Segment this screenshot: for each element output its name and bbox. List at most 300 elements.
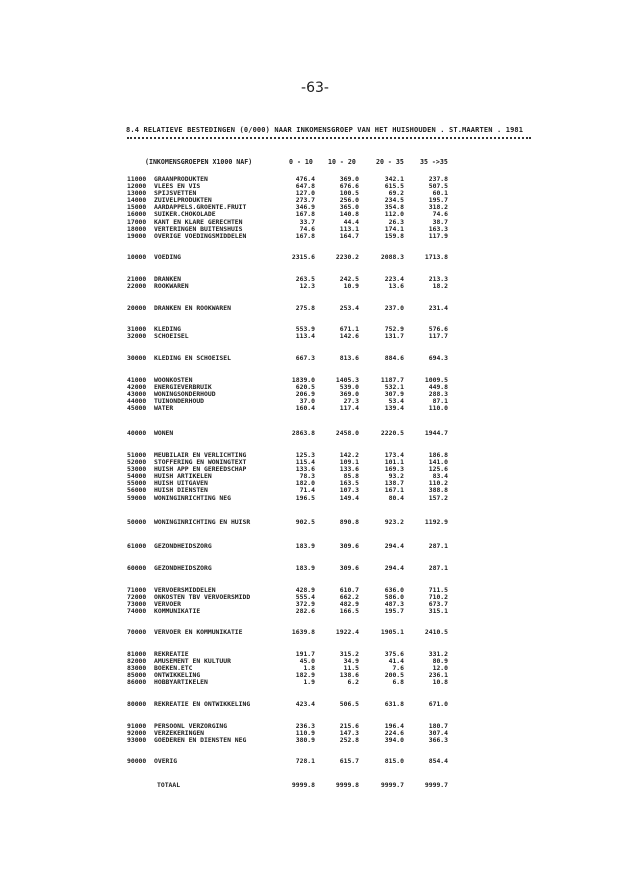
table-group (0, 377, 630, 412)
table-group (0, 276, 630, 290)
value-20-35: 884.6 (384, 354, 404, 362)
value-35-plus: 287.1 (428, 542, 448, 550)
value-0-10: 183.9 (295, 542, 315, 550)
row-code: 53000 (127, 465, 147, 474)
table-group (0, 452, 630, 502)
row-code: 41000 (127, 376, 147, 384)
value-20-35: 923.2 (384, 518, 404, 526)
row-label: AARDAPPELS.GROENTE.FRUIT (154, 203, 247, 212)
value-0-10: 263.5 (295, 275, 315, 283)
value-20-35: 223.4 (384, 275, 404, 283)
header-col-10-20: 10 - 20 (328, 158, 356, 166)
value-0-10: 273.7 (295, 196, 315, 205)
value-10-20: 890.8 (339, 518, 359, 526)
table-row (0, 430, 630, 437)
table-row (0, 594, 630, 601)
value-20-35: 138.7 (384, 479, 404, 488)
row-code: 52000 (127, 458, 147, 467)
value-20-35: 375.6 (384, 650, 404, 658)
value-0-10: 133.6 (295, 465, 315, 474)
value-20-35: 93.2 (388, 472, 404, 481)
value-35-plus: 288.3 (428, 390, 448, 399)
row-code: 93000 (127, 736, 147, 745)
value-10-20: 163.5 (339, 479, 359, 488)
value-0-10: 555.4 (295, 593, 315, 602)
header-col-0-10: 0 - 10 (289, 158, 313, 166)
row-code: 55000 (127, 479, 147, 488)
table-row (0, 543, 630, 550)
value-0-10: 423.4 (295, 700, 315, 708)
table-row (0, 211, 630, 218)
value-0-10: 12.3 (299, 282, 315, 291)
value-0-10: 78.3 (299, 472, 315, 481)
row-label: ZUIVELPRODUKTEN (154, 196, 212, 205)
row-code: 21000 (127, 275, 147, 283)
row-label: VERVOERSMIDDELEN (154, 586, 216, 594)
value-35-plus: 331.2 (428, 650, 448, 658)
value-20-35: 752.9 (384, 325, 404, 333)
value-0-10: 182.0 (295, 479, 315, 488)
row-label: HUISH UITGAVEN (154, 479, 208, 488)
row-label: VERVOER EN KOMMUNIKATIE (154, 628, 243, 636)
value-0-10: 275.8 (295, 304, 315, 312)
value-10-20: 813.6 (339, 354, 359, 362)
row-label: GEZONDHEIDSZORG (154, 564, 212, 572)
value-10-20: 1405.3 (335, 376, 359, 384)
value-35-plus: 195.7 (428, 196, 448, 205)
row-label: HOBBYARTIKELEN (154, 678, 208, 687)
row-label: WONEN (154, 429, 174, 437)
value-0-10: 2315.6 (291, 253, 315, 261)
value-35-plus: 87.1 (432, 397, 448, 406)
value-35-plus: 2410.5 (424, 628, 448, 636)
table-row (0, 190, 630, 197)
value-0-10: 182.9 (295, 671, 315, 680)
table-row (0, 233, 630, 240)
table-group (0, 782, 630, 789)
row-label: VERTERINGEN BUITENSHUIS (154, 224, 243, 233)
table-row (0, 197, 630, 204)
row-code: 71000 (127, 586, 147, 594)
row-label: OVERIG (154, 757, 178, 765)
row-code: 32000 (127, 332, 147, 341)
value-35-plus: 287.1 (428, 564, 448, 572)
table-row (0, 283, 630, 290)
value-10-20: 140.8 (339, 210, 359, 219)
table-row (0, 176, 630, 183)
row-code: 73000 (127, 600, 147, 609)
value-35-plus: 117.7 (428, 332, 448, 341)
row-code: 85000 (127, 671, 147, 680)
table-group (0, 701, 630, 708)
value-20-35: 26.3 (388, 217, 404, 226)
table-row (0, 651, 630, 658)
row-code: 20000 (127, 304, 147, 312)
value-20-35: 615.5 (384, 182, 404, 191)
value-35-plus: 711.5 (428, 586, 448, 594)
row-code: 92000 (127, 729, 147, 738)
value-10-20: 9999.8 (335, 781, 359, 789)
value-20-35: 234.5 (384, 196, 404, 205)
value-20-35: 307.9 (384, 390, 404, 399)
row-label: KLEDING EN SCHOEISEL (154, 354, 231, 362)
row-code: 82000 (127, 657, 147, 666)
value-0-10: 183.9 (295, 564, 315, 572)
row-label: KOMMUNIKATIE (154, 607, 201, 616)
value-10-20: 256.0 (339, 196, 359, 205)
value-20-35: 487.3 (384, 600, 404, 609)
row-code: 80000 (127, 700, 147, 708)
value-35-plus: 117.9 (428, 231, 448, 240)
row-code: 22000 (127, 282, 147, 291)
table-row (0, 629, 630, 636)
value-0-10: 1639.8 (291, 628, 315, 636)
table-title: 8.4 RELATIEVE BESTEDINGEN (0/000) NAAR INKOMENSGROEP VAN HET HUISHOUDEN . ST.MAARTEN . 1981 (126, 126, 524, 134)
table-row (0, 305, 630, 312)
row-code: 40000 (127, 429, 147, 437)
value-10-20: 10.9 (343, 282, 359, 291)
table-group (0, 651, 630, 686)
table-row (0, 473, 630, 480)
value-20-35: 159.8 (384, 231, 404, 240)
value-10-20: 365.0 (339, 203, 359, 212)
value-35-plus: 1713.8 (424, 253, 448, 261)
value-0-10: 113.4 (295, 332, 315, 341)
value-20-35: 139.4 (384, 404, 404, 413)
value-35-plus: 110.0 (428, 404, 448, 413)
value-20-35: 394.0 (384, 736, 404, 745)
value-20-35: 195.7 (384, 607, 404, 616)
value-20-35: 167.1 (384, 486, 404, 495)
row-label: ONTWIKKELING (154, 671, 201, 680)
row-label: WATER (154, 404, 174, 413)
table-group (0, 565, 630, 572)
table-row (0, 601, 630, 608)
value-20-35: 342.1 (384, 175, 404, 183)
value-20-35: 80.4 (388, 493, 404, 502)
row-code: 50000 (127, 518, 147, 526)
value-0-10: 45.0 (299, 657, 315, 666)
value-10-20: 369.0 (339, 390, 359, 399)
value-35-plus: 388.8 (428, 486, 448, 495)
value-35-plus: 18.2 (432, 282, 448, 291)
value-20-35: 2220.5 (380, 429, 404, 437)
value-20-35: 196.4 (384, 722, 404, 730)
table-group (0, 254, 630, 261)
value-20-35: 224.6 (384, 729, 404, 738)
value-35-plus: 366.3 (428, 736, 448, 745)
value-20-35: 2088.3 (380, 253, 404, 261)
table-group (0, 587, 630, 615)
row-label: WONINGINRICHTING NEG (154, 493, 231, 502)
row-code: 90000 (127, 757, 147, 765)
value-20-35: 174.1 (384, 224, 404, 233)
table-row (0, 226, 630, 233)
value-20-35: 294.4 (384, 564, 404, 572)
value-10-20: 142.6 (339, 332, 359, 341)
value-10-20: 85.8 (343, 472, 359, 481)
table-row (0, 730, 630, 737)
row-code: 70000 (127, 628, 147, 636)
value-10-20: 482.9 (339, 600, 359, 609)
value-0-10: 728.1 (295, 757, 315, 765)
table-group (0, 305, 630, 312)
value-0-10: 160.4 (295, 404, 315, 413)
row-code: 43000 (127, 390, 147, 399)
row-code: 12000 (127, 182, 147, 191)
page-number: -63- (301, 80, 329, 96)
value-20-35: 636.0 (384, 586, 404, 594)
table-group (0, 758, 630, 765)
row-code: 16000 (127, 210, 147, 219)
row-code: 61000 (127, 542, 147, 550)
table-group (0, 355, 630, 362)
row-code: 59000 (127, 493, 147, 502)
table-group (0, 723, 630, 744)
value-35-plus: 9999.7 (424, 781, 448, 789)
value-0-10: 127.0 (295, 189, 315, 198)
row-label: REKREATIE EN ONTWIKKELING (154, 700, 251, 708)
row-label: KANT EN KLARE GERECHTEN (154, 217, 243, 226)
value-20-35: 13.6 (388, 282, 404, 291)
value-10-20: 166.5 (339, 607, 359, 616)
value-20-35: 354.8 (384, 203, 404, 212)
value-35-plus: 60.1 (432, 189, 448, 198)
value-35-plus: 576.6 (428, 325, 448, 333)
table-group (0, 176, 630, 240)
value-10-20: 615.7 (339, 757, 359, 765)
row-code: 10000 (127, 253, 147, 261)
row-label: DRANKEN EN ROOKWAREN (154, 304, 231, 312)
value-10-20: 215.6 (339, 722, 359, 730)
row-code: 14000 (127, 196, 147, 205)
row-code: 81000 (127, 650, 147, 658)
value-35-plus: 38.7 (432, 217, 448, 226)
row-label: BOEKEN.ETC (154, 664, 193, 673)
value-20-35: 7.6 (392, 664, 404, 673)
value-10-20: 27.3 (343, 397, 359, 406)
value-35-plus: 1192.9 (424, 518, 448, 526)
value-10-20: 610.7 (339, 586, 359, 594)
value-0-10: 74.6 (299, 224, 315, 233)
table-row (0, 608, 630, 615)
value-10-20: 253.4 (339, 304, 359, 312)
row-label: TOTAAL (157, 781, 181, 789)
value-0-10: 115.4 (295, 458, 315, 467)
row-code: 83000 (127, 664, 147, 673)
row-code: 30000 (127, 354, 147, 362)
table-row (0, 672, 630, 679)
value-0-10: 167.8 (295, 231, 315, 240)
value-0-10: 372.9 (295, 600, 315, 609)
table-row (0, 254, 630, 261)
value-10-20: 117.4 (339, 404, 359, 413)
value-10-20: 107.3 (339, 486, 359, 495)
value-20-35: 131.7 (384, 332, 404, 341)
value-10-20: 506.5 (339, 700, 359, 708)
value-0-10: 647.8 (295, 182, 315, 191)
value-0-10: 236.3 (295, 722, 315, 730)
value-10-20: 6.2 (347, 678, 359, 687)
table-row (0, 355, 630, 362)
value-35-plus: 110.2 (428, 479, 448, 488)
value-20-35: 112.0 (384, 210, 404, 219)
row-label: ONKOSTEN TBV VERVOERSMIDD (154, 593, 251, 602)
value-10-20: 242.5 (339, 275, 359, 283)
value-10-20: 100.5 (339, 189, 359, 198)
row-label: GOEDEREN EN DIENSTEN NEG (154, 736, 247, 745)
table-group (0, 430, 630, 437)
value-0-10: 191.7 (295, 650, 315, 658)
value-10-20: 133.6 (339, 465, 359, 474)
row-label: PERSOONL VERZORGING (154, 722, 228, 730)
table-row (0, 333, 630, 340)
value-10-20: 142.2 (339, 451, 359, 459)
value-10-20: 309.6 (339, 564, 359, 572)
row-label: HUISH ARTIKELEN (154, 472, 212, 481)
value-20-35: 53.4 (388, 397, 404, 406)
value-10-20: 2458.0 (335, 429, 359, 437)
value-10-20: 1922.4 (335, 628, 359, 636)
row-code: 45000 (127, 404, 147, 413)
row-code: 72000 (127, 593, 147, 602)
value-0-10: 167.8 (295, 210, 315, 219)
value-0-10: 282.6 (295, 607, 315, 616)
value-0-10: 902.5 (295, 518, 315, 526)
value-20-35: 173.4 (384, 451, 404, 459)
table-row (0, 519, 630, 526)
value-35-plus: 10.8 (432, 678, 448, 687)
table-row (0, 487, 630, 494)
value-0-10: 1839.0 (291, 376, 315, 384)
value-10-20: 109.1 (339, 458, 359, 467)
value-20-35: 237.0 (384, 304, 404, 312)
value-20-35: 1187.7 (380, 376, 404, 384)
value-20-35: 41.4 (388, 657, 404, 666)
row-code: 15000 (127, 203, 147, 212)
value-20-35: 169.3 (384, 465, 404, 474)
table-row (0, 384, 630, 391)
value-35-plus: 125.6 (428, 465, 448, 474)
table-row (0, 679, 630, 686)
header-row-label: (INKOMENSGROEPEN X1000 NAF) (145, 158, 253, 166)
value-0-10: 9999.8 (291, 781, 315, 789)
row-code: 42000 (127, 383, 147, 392)
table-row (0, 398, 630, 405)
value-35-plus: 83.4 (432, 472, 448, 481)
table-row (0, 723, 630, 730)
row-label: WOONKOSTEN (154, 376, 193, 384)
row-label: ENERGIEVERBRUIK (154, 383, 212, 392)
row-label: SUIKER.CHOKOLADE (154, 210, 216, 219)
value-35-plus: 237.8 (428, 175, 448, 183)
row-label: OVERIGE VOEDINGSMIDDELEN (154, 231, 247, 240)
table-row (0, 758, 630, 765)
value-0-10: 110.9 (295, 729, 315, 738)
table-row (0, 405, 630, 412)
value-10-20: 11.5 (343, 664, 359, 673)
row-code: 60000 (127, 564, 147, 572)
row-label: VERVOER (154, 600, 181, 609)
table-row (0, 377, 630, 384)
value-10-20: 113.1 (339, 224, 359, 233)
value-0-10: 380.9 (295, 736, 315, 745)
table-row (0, 480, 630, 487)
row-code: 11000 (127, 175, 147, 183)
row-label: HUISH APP EN GEREEDSCHAP (154, 465, 247, 474)
value-10-20: 662.2 (339, 593, 359, 602)
value-10-20: 2230.2 (335, 253, 359, 261)
table-row (0, 587, 630, 594)
row-code: 13000 (127, 189, 147, 198)
value-10-20: 147.3 (339, 729, 359, 738)
value-0-10: 667.3 (295, 354, 315, 362)
table-row (0, 326, 630, 333)
value-35-plus: 694.3 (428, 354, 448, 362)
value-35-plus: 141.0 (428, 458, 448, 467)
table-row (0, 701, 630, 708)
value-0-10: 1.9 (303, 678, 315, 687)
value-35-plus: 186.8 (428, 451, 448, 459)
value-35-plus: 710.2 (428, 593, 448, 602)
value-0-10: 206.9 (295, 390, 315, 399)
row-label: STOFFERING EN WONINGTEXT (154, 458, 247, 467)
row-code: 54000 (127, 472, 147, 481)
row-label: GEZONDHEIDSZORG (154, 542, 212, 550)
value-0-10: 428.9 (295, 586, 315, 594)
value-10-20: 676.6 (339, 182, 359, 191)
value-10-20: 252.8 (339, 736, 359, 745)
value-20-35: 1905.1 (380, 628, 404, 636)
value-35-plus: 673.7 (428, 600, 448, 609)
value-10-20: 138.6 (339, 671, 359, 680)
header-col-20-35: 20 - 35 (376, 158, 404, 166)
value-0-10: 71.4 (299, 486, 315, 495)
row-code: 18000 (127, 224, 147, 233)
table-row (0, 466, 630, 473)
row-label: ROOKWAREN (154, 282, 189, 291)
title-rule (127, 137, 531, 139)
value-0-10: 37.0 (299, 397, 315, 406)
row-label: GRAANPRODUKTEN (154, 175, 208, 183)
value-35-plus: 315.1 (428, 607, 448, 616)
row-label: DRANKEN (154, 275, 181, 283)
table-row (0, 737, 630, 744)
value-35-plus: 671.0 (428, 700, 448, 708)
value-10-20: 44.4 (343, 217, 359, 226)
value-10-20: 34.9 (343, 657, 359, 666)
value-20-35: 532.1 (384, 383, 404, 392)
value-0-10: 196.5 (295, 493, 315, 502)
row-code: 56000 (127, 486, 147, 495)
table-row (0, 204, 630, 211)
table-row (0, 658, 630, 665)
value-35-plus: 307.4 (428, 729, 448, 738)
value-20-35: 815.0 (384, 757, 404, 765)
row-label: VLEES EN VIS (154, 182, 201, 191)
row-code: 44000 (127, 397, 147, 406)
value-10-20: 315.2 (339, 650, 359, 658)
row-label: MEUBILAIR EN VERLICHTING (154, 451, 247, 459)
value-35-plus: 180.7 (428, 722, 448, 730)
value-0-10: 2863.8 (291, 429, 315, 437)
value-35-plus: 854.4 (428, 757, 448, 765)
row-label: AMUSEMENT EN KULTUUR (154, 657, 231, 666)
value-35-plus: 1009.5 (424, 376, 448, 384)
value-35-plus: 507.5 (428, 182, 448, 191)
value-10-20: 149.4 (339, 493, 359, 502)
row-label: SCHOEISEL (154, 332, 189, 341)
